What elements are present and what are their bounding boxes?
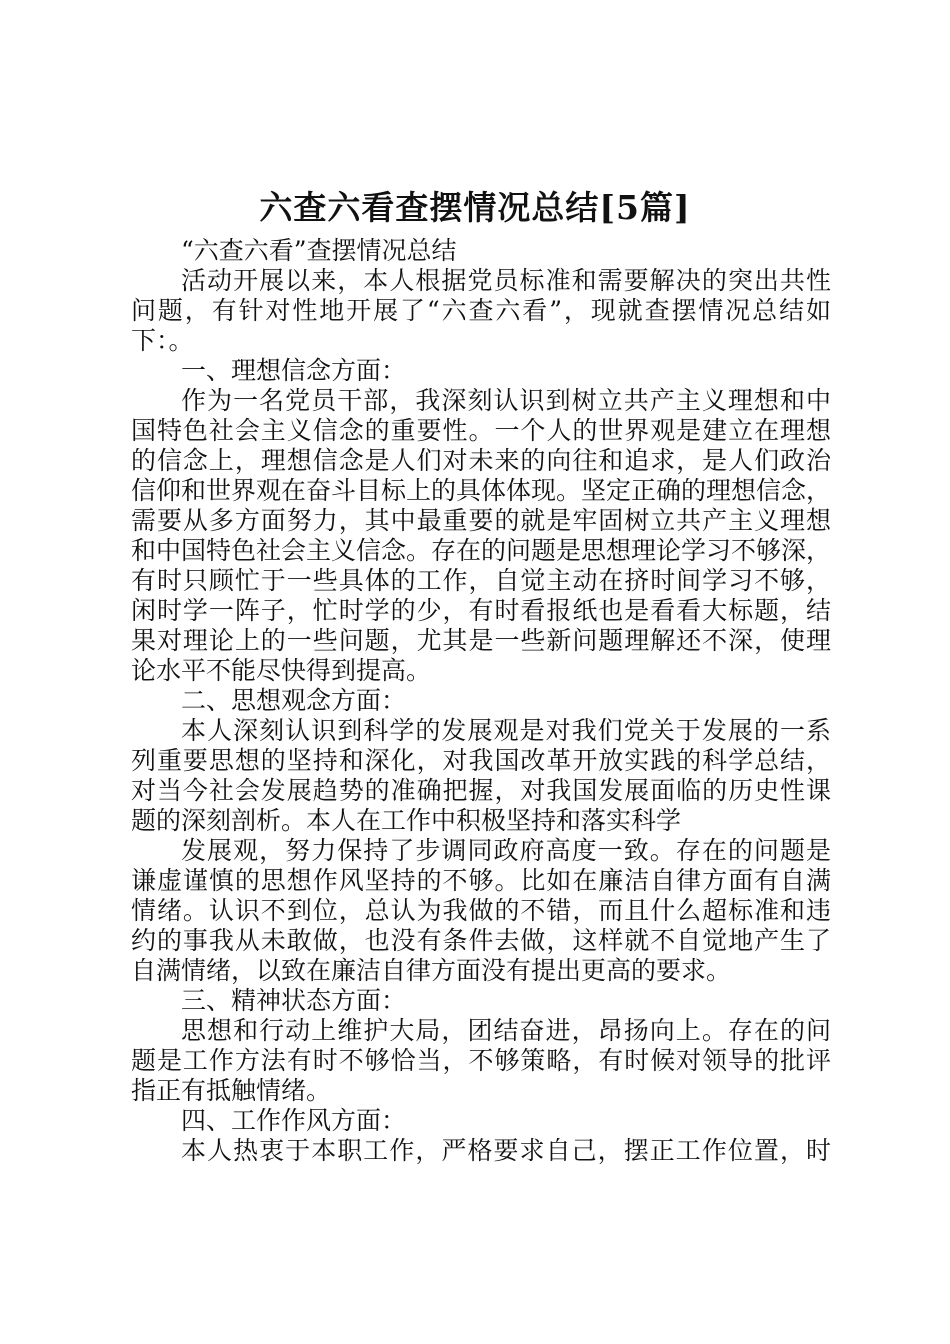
text-line: 作为一名党员干部，我深刻认识到树立共产主义理想和中 [181, 386, 831, 415]
text-line: 果对理论上的一些问题，尤其是一些新问题理解还不深，使理 [131, 626, 831, 655]
text-line: 思想和行动上维护大局，团结奋进，昂扬向上。存在的问 [181, 1016, 831, 1045]
text-line: 三、精神状态方面： [181, 986, 407, 1015]
text-line: 题的深刻剖析。本人在工作中积极坚持和落实科学 [131, 806, 682, 835]
text-line: 需要从多方面努力，其中最重要的就是牢固树立共产主义理想 [131, 506, 831, 535]
text-line: 四、工作作风方面： [181, 1106, 407, 1135]
text-line: 约的事我从未敢做，也没有条件去做，这样就不自觉地产生了 [131, 926, 831, 955]
text-line: 活动开展以来，本人根据党员标准和需要解决的突出共性 [181, 266, 831, 295]
text-line: 闲时学一阵子，忙时学的少，有时看报纸也是看看大标题，结 [131, 596, 831, 625]
text-line: 的信念上，理想信念是人们对未来的向往和追求，是人们政治 [131, 446, 831, 475]
text-line: 题是工作方法有时不够恰当，不够策略，有时候对领导的批评 [131, 1046, 831, 1075]
text-line: 情绪。认识不到位，总认为我做的不错，而且什么超标准和违 [131, 896, 831, 925]
document-body [131, 236, 831, 1166]
text-line: 对当今社会发展趋势的准确把握，对我国发展面临的历史性课 [131, 776, 831, 805]
text-line: 谦虚谨慎的思想作风坚持的不够。比如在廉洁自律方面有自满 [131, 866, 831, 895]
text-line: 本人热衷于本职工作，严格要求自己，摆正工作位置，时 [181, 1136, 831, 1165]
text-line: 有时只顾忙于一些具体的工作，自觉主动在挤时间学习不够， [131, 566, 831, 595]
text-line: 信仰和世界观在奋斗目标上的具体体现。坚定正确的理想信念， [131, 476, 832, 505]
text-line: 二、思想观念方面： [181, 686, 407, 715]
text-line: 自满情绪，以致在廉洁自律方面没有提出更高的要求。 [131, 956, 732, 985]
document-title: 六查六看查摆情况总结[5篇] [259, 188, 691, 227]
text-line: 问题，有针对性地开展了“六查六看”，现就查摆情况总结如 [131, 296, 831, 325]
text-line: 列重要思想的坚持和深化，对我国改革开放实践的科学总结， [131, 746, 831, 775]
text-line: 发展观，努力保持了步调同政府高度一致。存在的问题是 [181, 836, 831, 865]
text-line: 论水平不能尽快得到提高。 [131, 656, 432, 685]
text-line: 和中国特色社会主义信念。存在的问题是思想理论学习不够深， [131, 536, 832, 565]
text-line: 一、理想信念方面： [181, 356, 407, 385]
text-line: “六查六看”查摆情况总结 [181, 236, 457, 265]
text-line: 指正有抵触情绪。 [131, 1076, 332, 1105]
text-line: 本人深刻认识到科学的发展观是对我们党关于发展的一系 [181, 716, 831, 745]
text-line: 下：。 [131, 326, 194, 355]
text-line: 国特色社会主义信念的重要性。一个人的世界观是建立在理想 [131, 416, 831, 445]
